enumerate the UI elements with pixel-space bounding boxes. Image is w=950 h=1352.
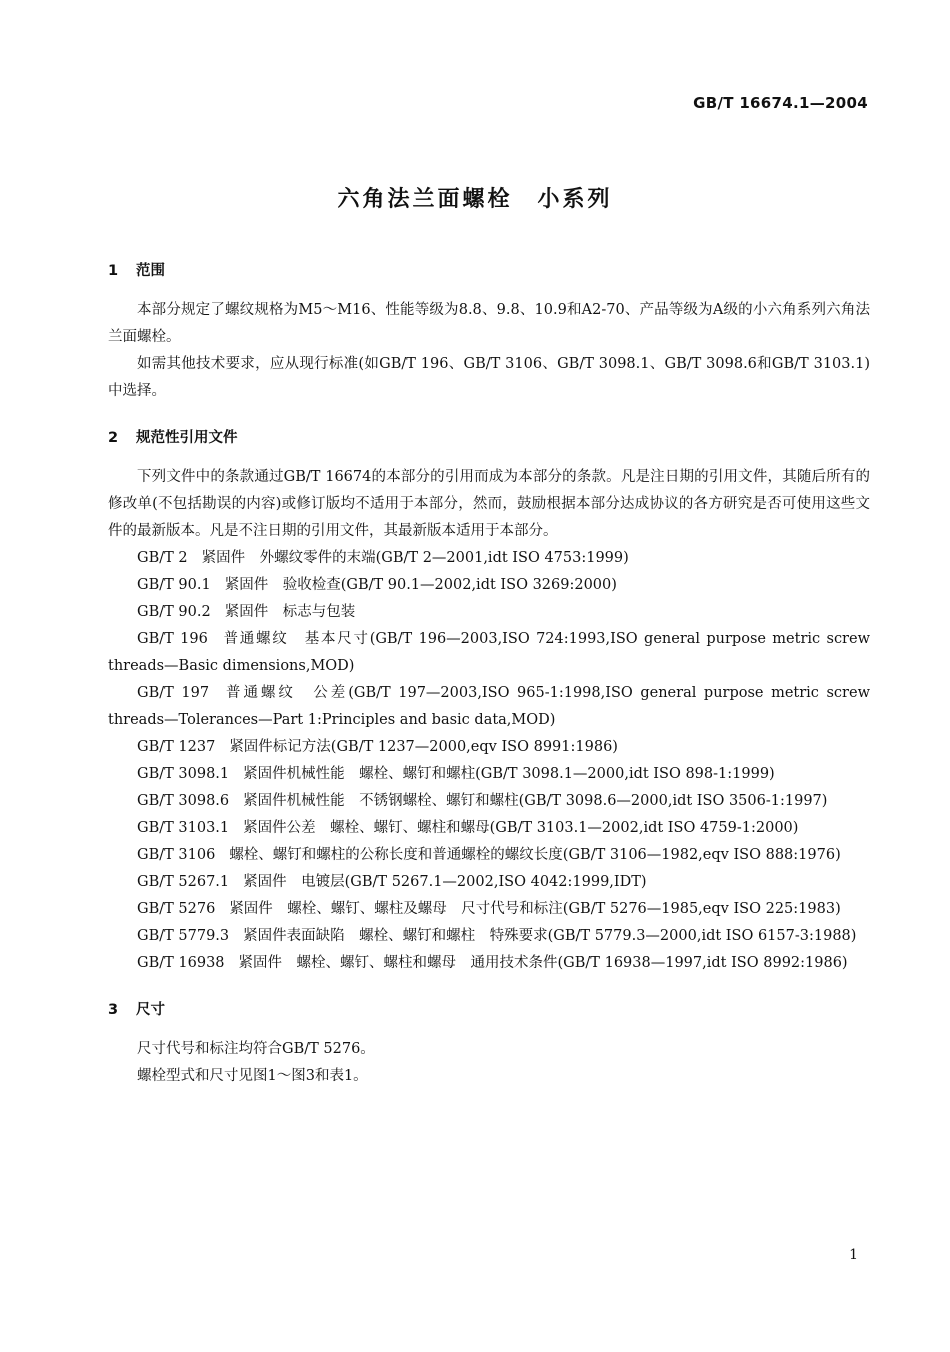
reference-text: 普通螺纹 基本尺寸(GB/T 196—2003,ISO 724:1993,ISO general purpose metric screw threads—Basic dimensions,MOD) [108, 631, 870, 674]
paragraph: 下列文件中的条款通过GB/T 16674的本部分的引用而成为本部分的条款。凡是注日期的引用文件，其随后所有的修改单(不包括勘误的内容)或修订版均不适用于本部分，然而，鼓励根据本部分达成协议的各方研究是否可使用这些文件的最新版本。凡是不注日期的引用文件，其最新版本适用于本部分。 [108, 469, 870, 539]
reference-text: 紧固件标记方法(GB/T 1237—2000,eqv ISO 8991:1986) [229, 739, 618, 755]
section-number: 2 [108, 430, 119, 446]
reference-text: 紧固件 标志与包装 [224, 604, 356, 620]
reference-item [108, 734, 870, 761]
reference-item [108, 572, 870, 599]
reference-text: 紧固件公差 螺栓、螺钉、螺柱和螺母(GB/T 3103.1—2002,idt ISO 4759-1:2000) [243, 820, 799, 836]
reference-text: 紧固件机械性能 不锈钢螺栓、螺钉和螺柱(GB/T 3098.6—2000,idt ISO 3506-1:1997) [243, 793, 828, 809]
reference-code: GB/T 2 [137, 550, 188, 566]
reference-text: 普通螺纹 公差(GB/T 197—2003,ISO 965-1:1998,ISO general purpose metric screw threads—Tolerances—Part 1:Principles and basic data,MOD) [108, 685, 870, 728]
paragraph: 如需其他技术要求，应从现行标准(如GB/T 196、GB/T 3106、GB/T 3098.1、GB/T 3098.6和GB/T 3103.1)中选择。 [108, 356, 870, 399]
reference-code: GB/T 5276 [137, 901, 216, 917]
reference-item [108, 896, 870, 923]
section-number: 3 [108, 1002, 119, 1018]
reference-item [108, 599, 870, 626]
reference-item [108, 842, 870, 869]
reference-item [108, 680, 870, 734]
paragraph: 螺栓型式和尺寸见图1～图3和表1。 [137, 1068, 368, 1084]
reference-text: 紧固件 电镀层(GB/T 5267.1—2002,ISO 4042:1999,IDT) [243, 874, 647, 890]
document-title: 六角法兰面螺栓 小系列 [337, 187, 613, 212]
reference-text: 紧固件 外螺纹零件的末端(GB/T 2—2001,idt ISO 4753:1999) [201, 550, 629, 566]
reference-item [108, 923, 870, 950]
section-title: 范围 [136, 263, 165, 279]
section-2-heading [108, 425, 870, 452]
reference-code: GB/T 16938 [137, 955, 225, 971]
reference-text: 紧固件 螺栓、螺钉、螺柱及螺母 尺寸代号和标注(GB/T 5276—1985,eqv ISO 225:1983) [229, 901, 841, 917]
page-number: 1 [849, 1247, 858, 1263]
reference-item [108, 815, 870, 842]
paragraph: 本部分规定了螺纹规格为M5～M16、性能等级为8.8、9.8、10.9和A2-70、产品等级为A级的小六角系列六角法兰面螺栓。 [108, 302, 870, 345]
standard-code: GB/T 16674.1—2004 [693, 94, 868, 112]
reference-text: 紧固件表面缺陷 螺栓、螺钉和螺柱 特殊要求(GB/T 5779.3—2000,idt ISO 6157-3:1988) [243, 928, 857, 944]
reference-code: GB/T 3106 [137, 847, 216, 863]
reference-text: 螺栓、螺钉和螺柱的公称长度和普通螺栓的螺纹长度(GB/T 3106—1982,eqv ISO 888:1976) [229, 847, 841, 863]
reference-text: 紧固件 验收检查(GB/T 90.1—2002,idt ISO 3269:2000) [224, 577, 617, 593]
section-3-heading [108, 997, 870, 1024]
reference-item [108, 788, 870, 815]
reference-code: GB/T 90.2 [137, 604, 211, 620]
reference-text: 紧固件 螺栓、螺钉、螺柱和螺母 通用技术条件(GB/T 16938—1997,idt ISO 8992:1986) [238, 955, 848, 971]
reference-code: GB/T 90.1 [137, 577, 211, 593]
reference-code: GB/T 197 [137, 685, 210, 701]
section-number: 1 [108, 263, 119, 279]
reference-code: GB/T 5267.1 [137, 874, 230, 890]
reference-item [108, 545, 870, 572]
section-1-heading [108, 258, 870, 285]
reference-text: 紧固件机械性能 螺栓、螺钉和螺柱(GB/T 3098.1—2000,idt ISO 898-1:1999) [243, 766, 775, 782]
document-body [108, 258, 870, 1090]
reference-code: GB/T 3103.1 [137, 820, 230, 836]
reference-item [108, 950, 870, 977]
reference-item [108, 761, 870, 788]
reference-item [108, 869, 870, 896]
section-title: 规范性引用文件 [136, 430, 238, 446]
reference-code: GB/T 5779.3 [137, 928, 230, 944]
section-title: 尺寸 [136, 1002, 165, 1018]
paragraph: 尺寸代号和标注均符合GB/T 5276。 [137, 1041, 375, 1057]
reference-code: GB/T 3098.1 [137, 766, 230, 782]
reference-item [108, 626, 870, 680]
reference-code: GB/T 1237 [137, 739, 216, 755]
reference-code: GB/T 196 [137, 631, 208, 647]
reference-code: GB/T 3098.6 [137, 793, 230, 809]
